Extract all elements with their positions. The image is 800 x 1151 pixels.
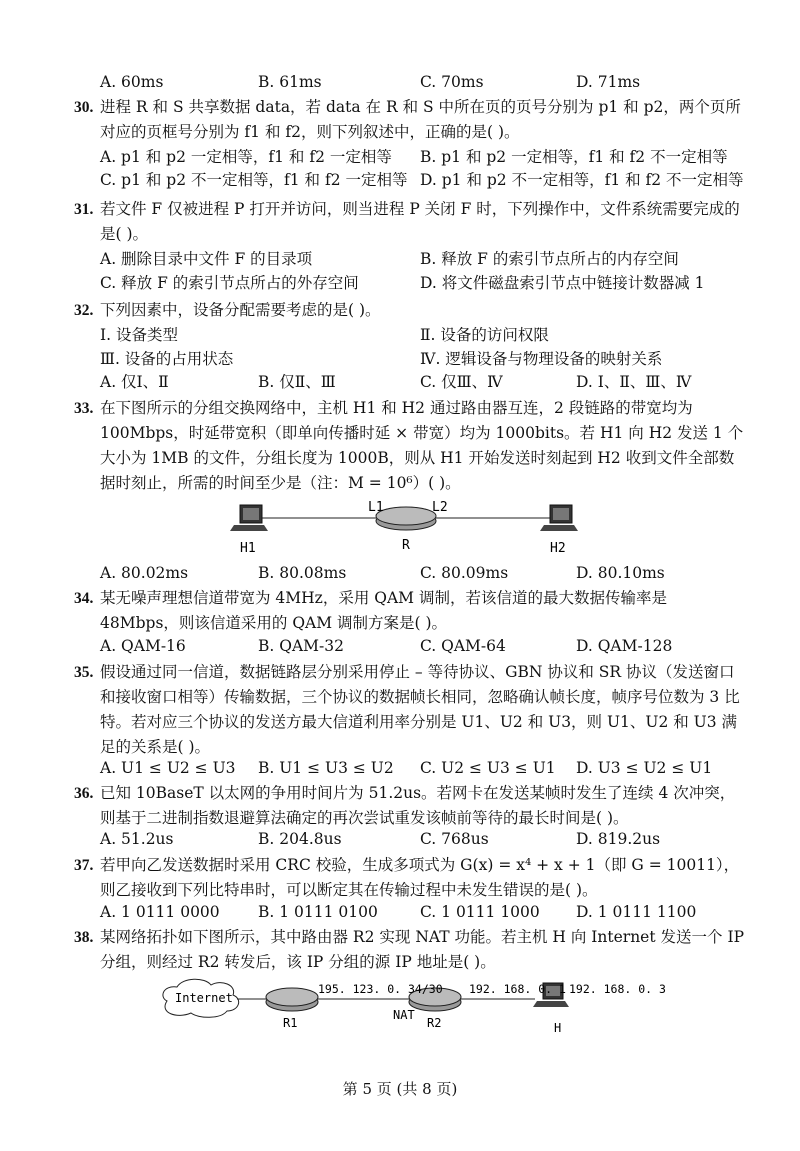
question-38 — [74, 925, 744, 975]
q32-items-row1 — [100, 323, 740, 347]
q32-option-d: D. Ⅰ、Ⅱ、Ⅲ、Ⅳ — [576, 373, 692, 391]
question-number: 37. — [74, 857, 94, 874]
host-h1-label: H1 — [240, 541, 256, 556]
q31-options-row2 — [100, 271, 740, 295]
q37-option-a: A. 1 0111 0000 — [100, 903, 220, 921]
question-number: 30. — [74, 99, 94, 116]
page-footer: 第 5 页 (共 8 页) — [342, 1080, 458, 1098]
question-number: 32. — [74, 302, 94, 319]
q35-option-d: D. U3 ≤ U2 ≤ U1 — [576, 759, 713, 777]
question-31 — [74, 197, 744, 247]
q30-option-d: D. p1 和 p2 不一定相等，f1 和 f2 不一定相等 — [420, 171, 744, 189]
q34-option-a: A. QAM-16 — [100, 637, 186, 655]
host-h-label: H — [554, 1021, 562, 1035]
router-r2-label: R2 — [427, 1016, 442, 1030]
q35-option-b: B. U1 ≤ U3 ≤ U2 — [258, 759, 394, 777]
question-number: 36. — [74, 785, 94, 802]
q36-options — [100, 827, 740, 851]
q29-options — [100, 70, 740, 94]
q36-option-d: D. 819.2us — [576, 830, 661, 848]
question-text: 进程 R 和 S 共享数据 data，若 data 在 R 和 S 中所在页的页号分别为 p1 和 p2，两个页所对应的页框号分别为 f1 和 f2，则下列叙述中，正确的是( )。 — [100, 98, 741, 141]
q34-option-b: B. QAM-32 — [258, 637, 344, 655]
router-r-icon — [376, 507, 436, 530]
question-37 — [74, 853, 744, 903]
q36-option-b: B. 204.8us — [258, 830, 342, 848]
ip-host-label: 192. 168. 0. 3 — [569, 982, 666, 996]
router-r1-label: R1 — [283, 1016, 298, 1030]
q32-option-b: B. 仅Ⅱ、Ⅲ — [258, 373, 336, 391]
question-36 — [74, 781, 744, 831]
q32-item-3: Ⅲ. 设备的占用状态 — [100, 350, 234, 368]
router-r1-icon — [266, 988, 318, 1011]
q31-options-row1 — [100, 247, 740, 271]
q32-options — [100, 370, 740, 394]
q36-option-c: C. 768us — [420, 830, 489, 848]
question-number: 31. — [74, 201, 94, 218]
question-32 — [74, 298, 744, 323]
q30-options-row2 — [100, 168, 744, 192]
q29-option-d: D. 71ms — [576, 73, 641, 91]
question-text: 某网络拓扑如下图所示，其中路由器 R2 实现 NAT 功能。若主机 H 向 Internet 发送一个 IP 分组，则经过 R2 转发后，该 IP 分组的源 IP 地址是( )。 — [100, 928, 744, 971]
ip-r1-r2-label: 195. 123. 0. 34/30 — [318, 982, 443, 996]
q33-options — [100, 561, 740, 585]
q37-option-b: B. 1 0111 0100 — [258, 903, 378, 921]
question-35 — [74, 660, 744, 760]
q31-option-d: D. 将文件磁盘索引节点中链接计数器减 1 — [420, 274, 705, 292]
question-text: 假设通过同一信道，数据链路层分别采用停止 – 等待协议、GBN 协议和 SR 协议（发送窗口和接收窗口相等）传输数据，三个协议的数据帧长相同，忽略确认帧长度，帧序号位数为 3 比特。若对应三个协议的发送方最大信道利用率分别是 U1、U2 和 U3，则 U1、U2 和 U3 满足的关系是( )。 — [100, 663, 740, 756]
q32-option-a: A. 仅Ⅰ、Ⅱ — [100, 373, 169, 391]
nat-label: NAT — [393, 1008, 415, 1022]
q32-items-row2 — [100, 347, 740, 371]
host-h1-icon — [230, 505, 268, 531]
question-text: 下列因素中，设备分配需要考虑的是( )。 — [100, 301, 381, 319]
q30-option-b: B. p1 和 p2 一定相等，f1 和 f2 不一定相等 — [420, 148, 728, 166]
question-text: 若甲向乙发送数据时采用 CRC 校验，生成多项式为 G(x) = x⁴ + x + 1（即 G = 10011），则乙接收到下列比特串时，可以断定其在传输过程中未发生错误的是( )。 — [100, 856, 740, 899]
q33-option-c: C. 80.09ms — [420, 564, 509, 582]
q35-option-c: C. U2 ≤ U3 ≤ U1 — [420, 759, 556, 777]
question-number: 38. — [74, 929, 94, 946]
question-34 — [74, 586, 744, 636]
q30-option-c: C. p1 和 p2 不一定相等，f1 和 f2 一定相等 — [100, 171, 408, 189]
q37-options — [100, 900, 740, 924]
q29-option-b: B. 61ms — [258, 73, 322, 91]
q33-option-b: B. 80.08ms — [258, 564, 347, 582]
link-l1-label: L1 — [368, 500, 384, 515]
q33-option-a: A. 80.02ms — [100, 564, 189, 582]
internet-label: Internet — [175, 991, 233, 1005]
q32-option-c: C. 仅Ⅲ、Ⅳ — [420, 373, 503, 391]
q30-option-a: A. p1 和 p2 一定相等，f1 和 f2 一定相等 — [100, 148, 392, 166]
question-number: 35. — [74, 664, 94, 681]
question-text: 已知 10BaseT 以太网的争用时间片为 51.2us。若网卡在发送某帧时发生了连续 4 次冲突，则基于二进制指数退避算法确定的再次尝试重发该帧前等待的最长时间是( )。 — [100, 784, 736, 827]
q30-options-row1 — [100, 145, 740, 169]
host-h2-label: H2 — [550, 541, 566, 556]
q34-option-c: C. QAM-64 — [420, 637, 506, 655]
question-number: 33. — [74, 400, 94, 417]
router-r-label: R — [402, 538, 410, 553]
q37-option-c: C. 1 0111 1000 — [420, 903, 540, 921]
question-text: 在下图所示的分组交换网络中，主机 H1 和 H2 通过路由器互连，2 段链路的带宽均为 100Mbps，时延带宽积（即单向传播时延 × 带宽）均为 1000bits。若 H1 向 H2 发送 1 个大小为 1MB 的文件，分组长度为 1000B，则从 H1 开始发送时刻起到 H2 收到文件全部数据时刻止，所需的时间至少是（注：M = 10⁶）( )。 — [100, 399, 744, 492]
link-l2-label: L2 — [432, 500, 448, 515]
q31-option-c: C. 释放 F 的索引节点所占的外存空间 — [100, 274, 359, 292]
question-text: 某无噪声理想信道带宽为 4MHz，采用 QAM 调制，若该信道的最大数据传输率是 48Mbps，则该信道采用的 QAM 调制方案是( )。 — [100, 589, 667, 632]
q32-item-1: Ⅰ. 设备类型 — [100, 326, 178, 344]
network-diagram-h1-r-h2 — [220, 495, 600, 560]
q35-option-a: A. U1 ≤ U2 ≤ U3 — [100, 759, 236, 777]
q32-item-2: Ⅱ. 设备的访问权限 — [420, 326, 549, 344]
q33-option-d: D. 80.10ms — [576, 564, 665, 582]
q31-option-b: B. 释放 F 的索引节点所占的内存空间 — [420, 250, 679, 268]
question-33 — [74, 396, 744, 496]
question-30 — [74, 95, 744, 145]
question-number: 34. — [74, 590, 94, 607]
q34-options — [100, 634, 740, 658]
q36-option-a: A. 51.2us — [100, 830, 174, 848]
q29-option-a: A. 60ms — [100, 73, 164, 91]
q35-options — [100, 756, 740, 780]
q32-item-4: Ⅳ. 逻辑设备与物理设备的映射关系 — [420, 350, 663, 368]
ip-r2-lan-label: 192. 168. 0. 1 — [469, 982, 566, 996]
question-text: 若文件 F 仅被进程 P 打开并访问，则当进程 P 关闭 F 时，下列操作中，文件系统需要完成的是( )。 — [100, 200, 740, 243]
network-diagram-nat — [155, 975, 675, 1043]
q31-option-a: A. 删除目录中文件 F 的目录项 — [100, 250, 313, 268]
q29-option-c: C. 70ms — [420, 73, 484, 91]
q37-option-d: D. 1 0111 1100 — [576, 903, 697, 921]
q34-option-d: D. QAM-128 — [576, 637, 673, 655]
